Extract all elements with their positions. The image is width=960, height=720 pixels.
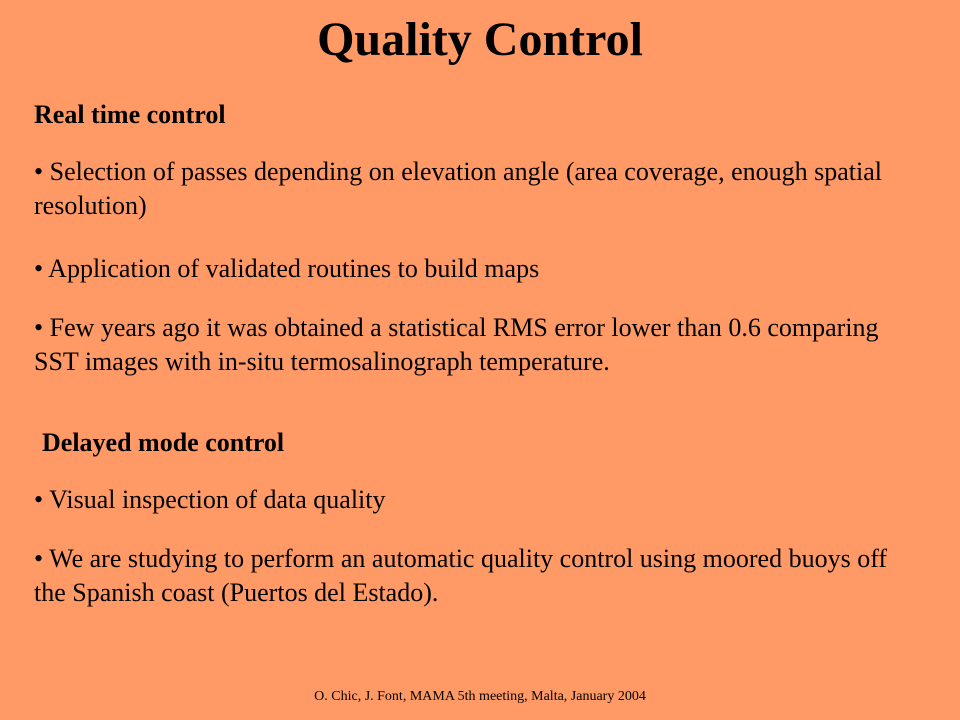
section-heading-real-time: Real time control	[34, 100, 226, 129]
bullet-automatic-quality-control: • We are studying to perform an automatic quality control using moored buoys off the Spanish coast (Puertos del Estado).	[34, 544, 888, 607]
section-heading-delayed-mode: Delayed mode control	[42, 428, 285, 457]
page-title: Quality Control	[317, 13, 643, 66]
bullet-selection-of-passes: • Selection of passes depending on elevation angle (area coverage, enough spatial resolution)	[34, 157, 883, 220]
bullet-visual-inspection: • Visual inspection of data quality	[34, 485, 386, 514]
footer-credit: O. Chic, J. Font, MAMA 5th meeting, Malta, January 2004	[314, 689, 646, 704]
bullet-rms-error: • Few years ago it was obtained a statistical RMS error lower than 0.6 comparing SST images with in-situ termosalinograph temperature.	[34, 313, 879, 376]
bullet-validated-routines: • Application of validated routines to build maps	[34, 254, 540, 283]
